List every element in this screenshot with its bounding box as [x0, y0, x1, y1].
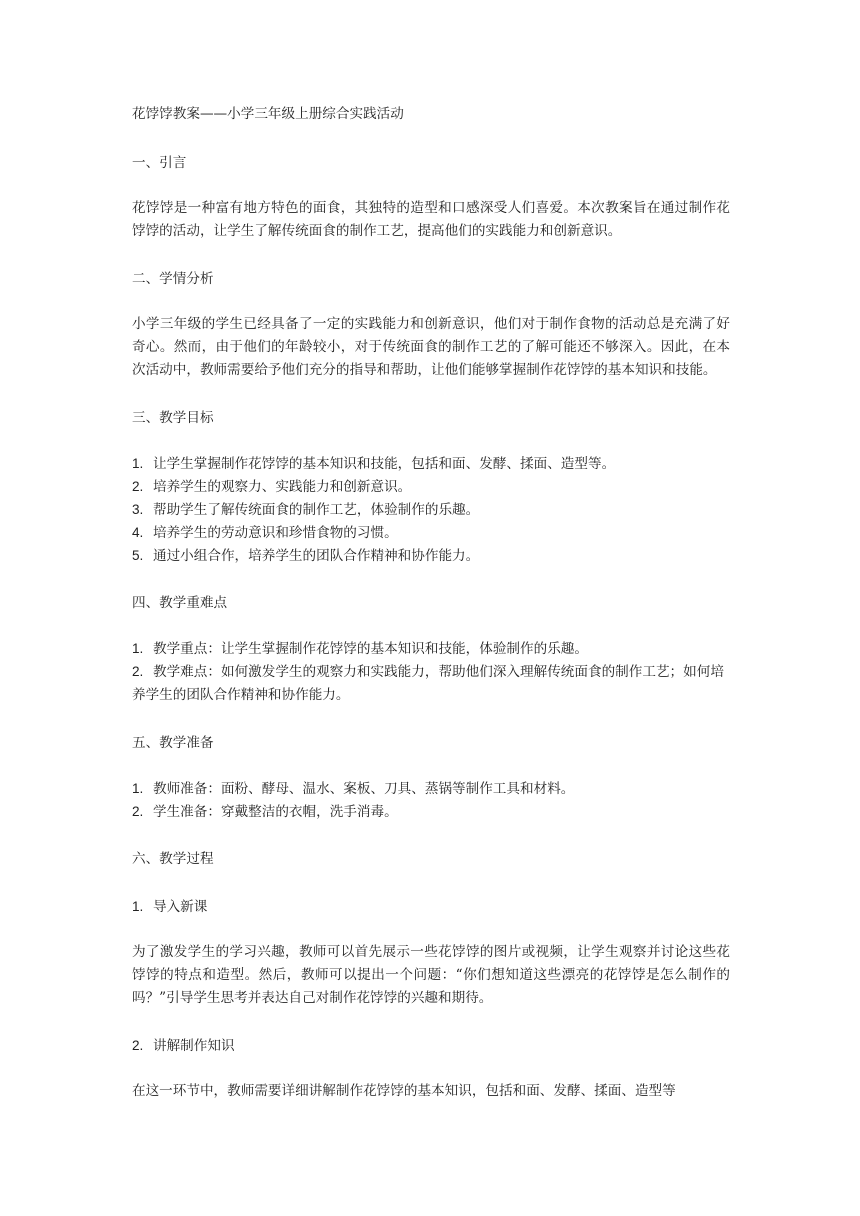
section-heading-objectives: 三、教学目标 — [132, 410, 214, 426]
objectives-list — [132, 452, 730, 567]
preparation-list — [132, 777, 730, 823]
document-page — [132, 100, 730, 1103]
analysis-paragraph: 小学三年级的学生已经具备了一定的实践能力和创新意识，他们对于制作食物的活动总是充满了好奇心。然而，由于他们的年龄较小，对于传统面食的制作工艺的了解可能还不够深入。因此，在本次活动中，教师需要给予他们充分的指导和帮助，让他们能够掌握制作花饽饽的基本知识和技能。 — [132, 316, 730, 378]
knowledge-paragraph: 在这一环节中，教师需要详细讲解制作花饽饽的基本知识，包括和面、发酵、揉面、造型等 — [132, 1083, 676, 1099]
document-title: 花饽饽教案——小学三年级上册综合实践活动 — [132, 106, 404, 122]
section-heading-key-points: 四、教学重难点 — [132, 595, 228, 611]
list-item: 3. 帮助学生了解传统面食的制作工艺，体验制作的乐趣。 — [132, 502, 480, 518]
intro-paragraph: 花饽饽是一种富有地方特色的面食，其独特的造型和口感深受人们喜爱。本次教案旨在通过制作花饽饽的活动，让学生了解传统面食的制作工艺，提高他们的实践能力和创新意识。 — [132, 200, 730, 239]
subsection-heading-intro: 1. 导入新课 — [132, 899, 208, 915]
section-heading-analysis: 二、学情分析 — [132, 271, 214, 287]
section-heading-preparation: 五、教学准备 — [132, 735, 214, 751]
list-item: 1. 教师准备：面粉、酵母、温水、案板、刀具、蒸锅等制作工具和材料。 — [132, 781, 575, 797]
key-points-list — [132, 637, 730, 707]
intro-lesson-paragraph: 为了激发学生的学习兴趣，教师可以首先展示一些花饽饽的图片或视频，让学生观察并讨论这些花饽饽的特点和造型。然后，教师可以提出一个问题：“你们想知道这些漂亮的花饽饽是怎么制作的吗？”引导学生思考并表达自己对制作花饽饽的兴趣和期待。 — [132, 944, 730, 1006]
list-item: 2. 培养学生的观察力、实践能力和创新意识。 — [132, 479, 412, 495]
section-heading-intro: 一、引言 — [132, 155, 187, 171]
section-heading-process: 六、教学过程 — [132, 851, 214, 867]
list-item: 1. 让学生掌握制作花饽饽的基本知识和技能，包括和面、发酵、揉面、造型等。 — [132, 456, 616, 472]
list-item: 2. 学生准备：穿戴整洁的衣帽，洗手消毒。 — [132, 804, 398, 820]
list-item: 2. 教学难点：如何激发学生的观察力和实践能力，帮助他们深入理解传统面食的制作工艺；如何培养学生的团队合作精神和协作能力。 — [132, 664, 724, 703]
list-item: 5. 通过小组合作，培养学生的团队合作精神和协作能力。 — [132, 548, 480, 564]
subsection-heading-knowledge: 2. 讲解制作知识 — [132, 1038, 235, 1054]
list-item: 4. 培养学生的劳动意识和珍惜食物的习惯。 — [132, 525, 398, 541]
list-item: 1. 教学重点：让学生掌握制作花饽饽的基本知识和技能，体验制作的乐趣。 — [132, 641, 588, 657]
